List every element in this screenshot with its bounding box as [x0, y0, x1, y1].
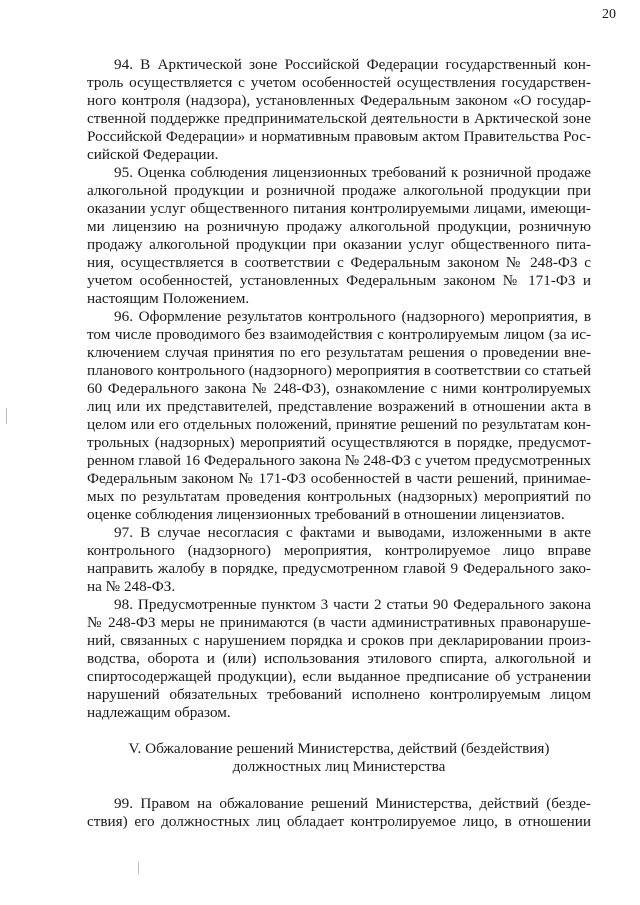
- text-line: сийской Федерации.: [87, 146, 219, 163]
- text-line: 96. Оформление результатов контрольного (надзорного) мероприятия, в: [114, 308, 591, 325]
- heading-line: V. Обжалование решений Министерства, действий (бездействия): [128, 740, 550, 757]
- text-line: лиц или их представителей, представление возражений в отношении акта в: [87, 398, 591, 415]
- text-line: ний, связанных с нарушением порядка и сроков при декларировании произ-: [87, 632, 591, 649]
- page-number: 20: [602, 7, 616, 22]
- text-line: 60 Федерального закона № 248-ФЗ), ознакомление с ними контролируемых: [87, 380, 591, 397]
- text-line: 98. Предусмотренные пунктом 3 части 2 статьи 90 Федерального закона: [114, 596, 591, 613]
- text-line: том числе проводимого без взаимодействия с контролируемым лицом (за ис-: [87, 326, 591, 343]
- text-line: 97. В случае несогласия с фактами и выводами, изложенными в акте: [114, 524, 591, 541]
- text-line: планового контрольного (надзорного) мероприятия в соответствии со статьей: [87, 362, 591, 379]
- text-line: ренном главой 16 Федерального закона № 248-ФЗ с учетом предусмотренных: [87, 452, 591, 469]
- scan-margin-mark: [138, 862, 139, 874]
- text-line: ми лицензию на розничную продажу алкогольной продукции, розничную: [87, 218, 591, 235]
- text-line: трольных (надзорных) мероприятий осуществляются в порядке, предусмот-: [87, 434, 591, 451]
- heading-line: должностных лиц Министерства: [232, 758, 446, 775]
- text-line: алкогольной продукции и розничной продаже алкогольной продукции при: [87, 182, 591, 199]
- text-line: нарушений обязательных требований исполнено контролируемым лицом: [87, 686, 591, 703]
- text-line: ного контроля (надзора), установленных Федеральным законом «О государ-: [87, 92, 591, 109]
- text-line: спиртосодержащей продукции), если выданное предписание об устранении: [87, 668, 591, 685]
- scan-margin-mark: [6, 408, 7, 424]
- text-line: целом или его отдельных положений, принятие решений по результатам кон-: [87, 416, 591, 433]
- text-line: Российской Федерации» и нормативным правовым актом Правительства Рос-: [87, 128, 591, 145]
- text-line: на № 248-ФЗ.: [87, 578, 176, 595]
- text-line: учетом особенностей, установленных Федеральным законом № 171-ФЗ и: [87, 272, 591, 289]
- text-line: троль осуществляется с учетом особенностей осуществления государствен-: [87, 74, 591, 91]
- text-line: 95. Оценка соблюдения лицензионных требований к розничной продаже: [114, 164, 591, 181]
- text-line: настоящим Положением.: [87, 290, 250, 307]
- text-line: № 248-ФЗ меры не принимаются (в части административных правонаруше-: [87, 614, 591, 631]
- text-line: оценке соблюдения лицензионных требований в отношении лицензиатов.: [87, 506, 565, 523]
- text-line: 99. Правом на обжалование решений Министерства, действий (безде-: [114, 795, 591, 812]
- text-line: водства, оборота и (или) использования этилового спирта, алкогольной и: [87, 650, 591, 667]
- text-line: ключением случая принятия по его результатам решения о проведении вне-: [87, 344, 591, 361]
- text-line: контрольного (надзорного) мероприятия, контролируемое лицо вправе: [87, 542, 591, 559]
- text-line: 94. В Арктической зоне Российской Федерации государственный кон-: [114, 56, 591, 73]
- text-line: ствия) его должностных лиц обладает контролируемое лицо, в отношении: [87, 813, 591, 830]
- text-line: ственной поддержке предпринимательской деятельности в Арктической зоне: [87, 110, 591, 127]
- text-line: мых по результатам проведения контрольных (надзорных) мероприятий по: [87, 488, 591, 505]
- text-line: оказании услуг общественного питания контролируемыми лицами, имеющи-: [87, 200, 591, 217]
- text-line: направить жалобу в порядке, предусмотренном главой 9 Федерального зако-: [87, 560, 591, 577]
- text-line: продажу алкогольной продукции при оказании услуг общественного пита-: [87, 236, 591, 253]
- text-line: надлежащим образом.: [87, 704, 231, 721]
- text-line: ния, осуществляется в соответствии с Федеральным законом № 248-ФЗ с: [87, 254, 591, 271]
- text-line: Федеральным законом № 171-ФЗ особенностей в части решений, принимае-: [87, 470, 591, 487]
